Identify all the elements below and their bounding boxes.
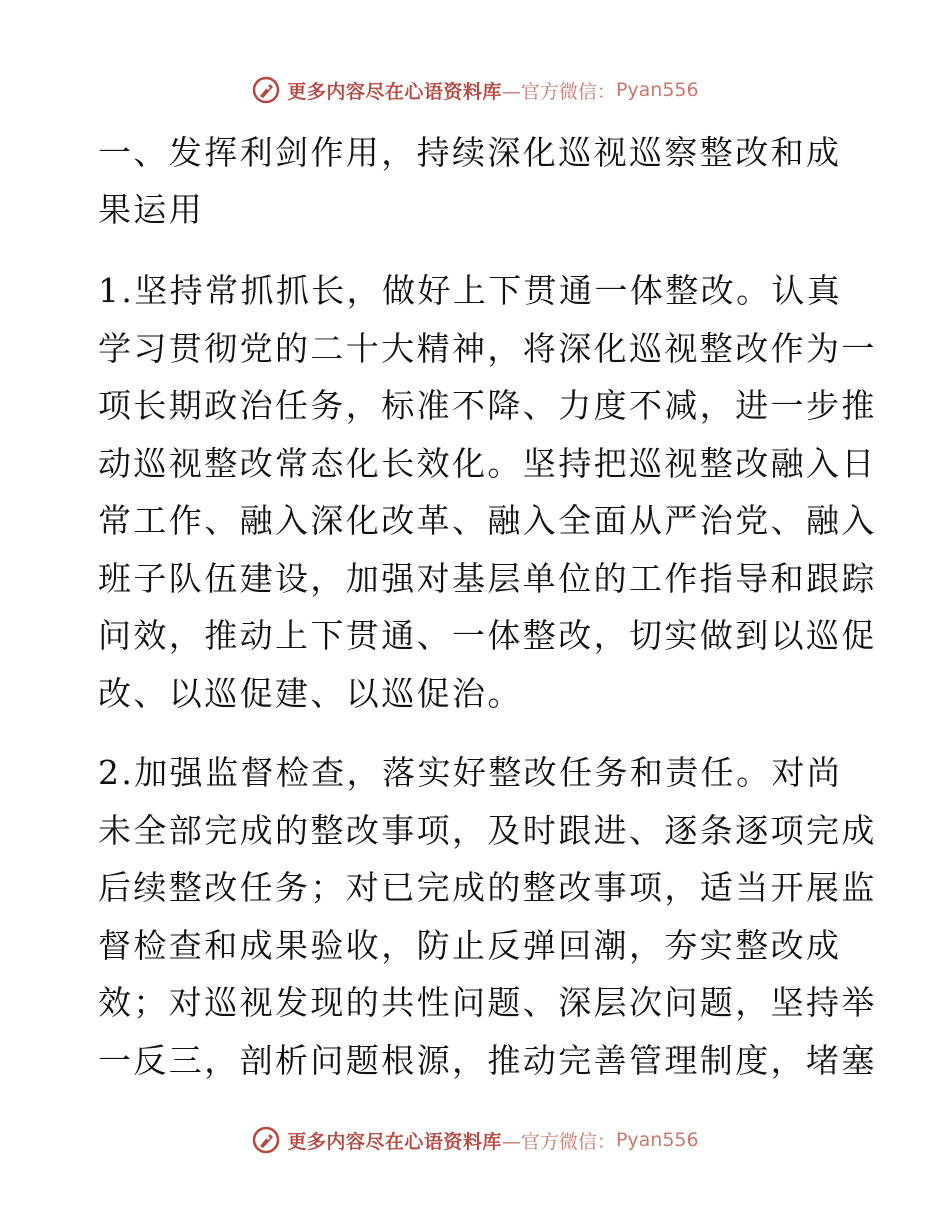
watermark-id-text: Pyan556 [615,79,699,101]
document-body [98,124,877,1111]
watermark-sub-text: —官方微信： [501,1130,616,1153]
watermark-banner-top [0,70,950,110]
section-heading [98,124,854,238]
paragraph-line: 1.坚持常抓抓长，做好上下贯通一体整改。认真 [98,271,843,310]
paragraph-line: 后续整改任务；对已完成的整改事项，适当开展监 [98,868,877,907]
paragraph-line: 未全部完成的整改事项，及时跟进、逐条逐项完成 [98,810,877,850]
pen-nib-logo-icon [251,75,281,105]
watermark-id-text: Pyan556 [615,1129,699,1151]
paragraph-line: 问效，推动上下贯通、一体整改，切实做到以巡促 [98,616,877,655]
paragraph-line: 常工作、融入深化改革、融入全面从严治党、融入 [98,501,877,540]
paragraph-line: 效；对巡视发现的共性问题、深层次问题，坚持举 [98,983,877,1022]
heading-line: 果运用 [98,190,205,229]
paragraph-2 [98,744,877,1089]
watermark-sub-text: —官方微信： [501,80,616,103]
pen-nib-logo-icon [251,1125,281,1155]
paragraph-line: 学习贯彻党的二十大精神，将深化巡视整改作为一 [98,328,877,368]
paragraph-line: 改、以巡促建、以巡促治。 [98,673,523,713]
paragraph-line: 班子队伍建设，加强对基层单位的工作指导和跟踪 [98,558,877,598]
paragraph-line: 一反三，剖析问题根源，推动完善管理制度，堵塞 [98,1040,877,1080]
watermark-banner-bottom [0,1120,950,1160]
paragraph-line: 2.加强监督检查，落实好整改任务和责任。对尚 [98,753,843,792]
watermark-main-text: 更多内容尽在心语资料库 [287,80,502,103]
paragraph-1 [98,262,877,722]
paragraph-line: 督检查和成果验收，防止反弹回潮，夯实整改成 [98,925,842,965]
paragraph-line: 动巡视整改常态化长效化。坚持把巡视整改融入日 [98,443,877,483]
watermark-main-text: 更多内容尽在心语资料库 [287,1130,502,1153]
paragraph-line: 项长期政治任务，标准不降、力度不减，进一步推 [98,386,877,425]
heading-line: 一、发挥利剑作用，持续深化巡视巡察整改和成 [98,133,842,172]
